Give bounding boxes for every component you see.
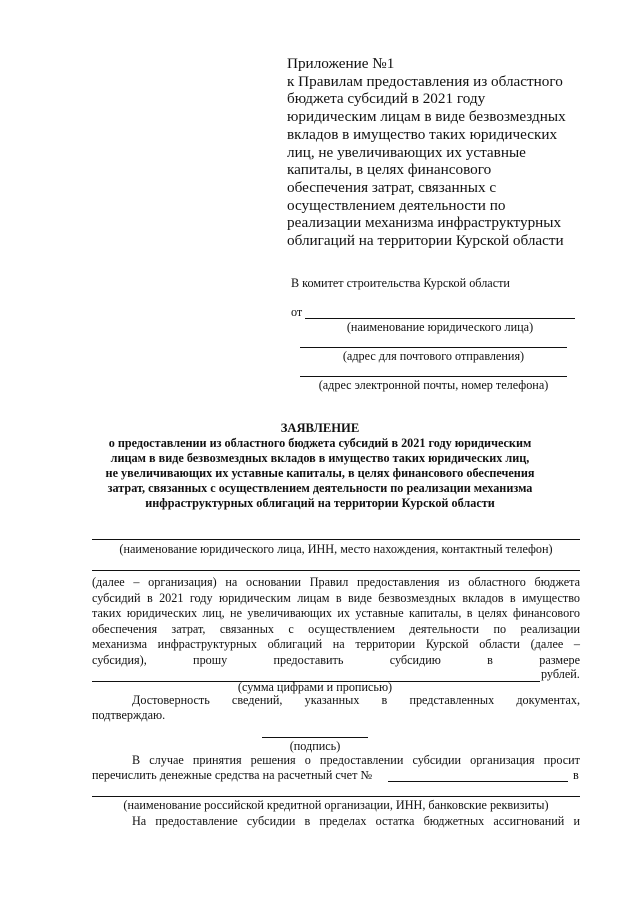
appendix-line: реализации механизма инфраструктурных <box>287 214 562 232</box>
para1-line: (далее – организация) на основании Правил предоставления из областного бюджета <box>92 575 580 589</box>
para1-line: субсидия), прошу предоставить субсидию в размере <box>92 653 580 667</box>
account-number-line <box>388 781 568 782</box>
para2-suffix: в <box>573 768 579 782</box>
caption-sum: (сумма цифрами и прописью) <box>237 680 393 694</box>
appendix-line: лиц, не увеличивающих их уставные <box>287 143 526 161</box>
para3-line: На предоставление субсидии в пределах остатка бюджетных ассигнований и <box>132 814 580 828</box>
appendix-line: к Правилам предоставления из областного <box>287 72 563 90</box>
caption-bank: (наименование российской кредитной организации, ИНН, банковские реквизиты) <box>123 798 549 812</box>
para1-line: механизма инфраструктурных облигаций на территории Курской области (далее – <box>92 637 580 652</box>
appendix-line: вкладов в имущество таких юридических <box>287 125 558 143</box>
recipient-contacts-line <box>300 376 567 377</box>
appendix-block <box>287 55 566 250</box>
confirm-line: Достоверность сведений, указанных в представленных документах, <box>132 693 580 707</box>
rub-suffix: рублей. <box>541 667 580 681</box>
appendix-line: осуществлением деятельности по <box>287 196 506 214</box>
document-title: ЗАЯВЛЕНИЕ <box>280 421 360 435</box>
applicant-line <box>92 539 580 540</box>
title-line: лицам в виде безвозмездных вкладов в имущество таких юридических лиц, <box>110 451 530 465</box>
caption-legal-name: (наименование юридического лица) <box>346 320 534 334</box>
title-line: о предоставлении из областного бюджета субсидий в 2021 году юридическим <box>108 436 532 450</box>
title-line: не увеличивающих их уставные капиталы, в целях финансового обеспечения <box>105 466 535 480</box>
para1-line: обеспечения затрат, связанных с осуществлением деятельности по реализации <box>92 621 580 636</box>
appendix-line: обеспечения затрат, связанных с <box>287 178 497 196</box>
para2-line: В случае принятия решения о предоставлении субсидии организация просит <box>132 753 580 767</box>
recipient-name-line <box>305 318 575 319</box>
applicant-line-2 <box>92 570 580 571</box>
para1-line: таких юридических лиц, не увеличивающих их уставные капиталы, в целях финансового <box>92 606 580 621</box>
para1-line: субсидий в 2021 году юридическим лицам в виде безвозмездных вкладов в имущество <box>92 590 580 605</box>
caption-signature: (подпись) <box>289 739 341 753</box>
title-line: инфраструктурных облигаций на территории Курской области <box>145 496 495 510</box>
recipient-to: В комитет строительства Курской области <box>291 276 510 290</box>
signature-line <box>262 737 368 738</box>
appendix-line: капиталы, в целях финансового <box>287 161 492 179</box>
recipient-from-prefix: от <box>291 305 303 319</box>
bank-line <box>92 796 580 797</box>
caption-applicant: (наименование юридического лица, ИНН, место нахождения, контактный телефон) <box>119 542 553 556</box>
recipient-address-line <box>300 347 567 348</box>
appendix-line: юридическим лицам в виде безвозмездных <box>287 108 566 126</box>
appendix-line: облигаций на территории Курской области <box>287 232 564 250</box>
caption-postal-address: (адрес для почтового отправления) <box>342 349 525 363</box>
title-line: затрат, связанных с осуществлением деятельности по реализации механизма <box>107 481 533 495</box>
appendix-line: Приложение №1 <box>287 55 395 72</box>
confirm-line-2: подтверждаю. <box>92 708 166 722</box>
para2-prefix: перечислить денежные средства на расчетный счет № <box>92 768 373 782</box>
caption-email-phone: (адрес электронной почты, номер телефона) <box>318 378 549 392</box>
appendix-line: бюджета субсидий в 2021 году <box>287 90 486 108</box>
